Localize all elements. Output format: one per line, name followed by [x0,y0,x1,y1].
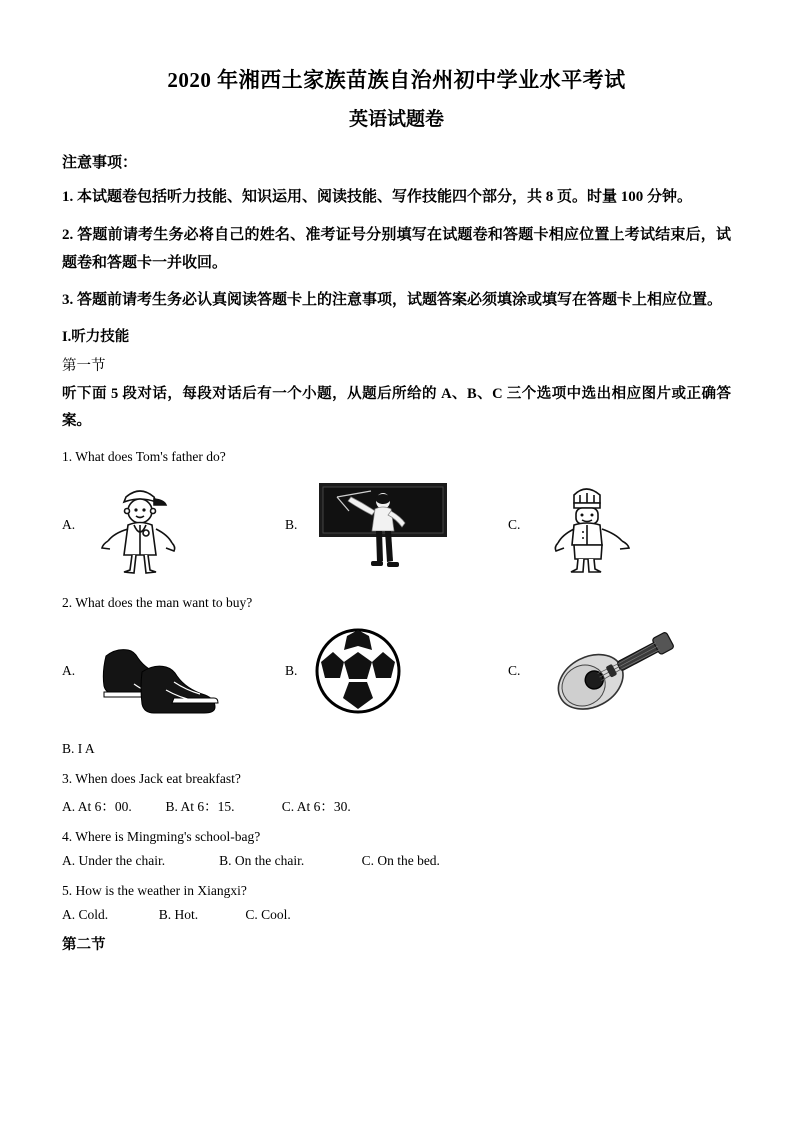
question-1-options [62,469,731,581]
stray-note: B. I A [62,740,95,756]
section-one-instruction: 听下面 5 段对话，每段对话后有一个小题，从题后所给的 A、B、C 三个选项中选出相应图片或正确答案。 [62,386,731,429]
notice-item-3: 3. 答题前请考生务必认真阅读答题卡上的注意事项，试题答案必须填涂或填写在答题卡上相应位置。 [62,292,723,309]
question-4-options[interactable]: A. Under the chair. B. On the chair. C. On the bed. [62,852,440,868]
notice-item-1: 1. 本试题卷包括听力技能、知识运用、阅读技能、写作技能四个部分，共 8 页。时量 100 分钟。 [62,189,693,205]
part-label-listening: I.听力技能 [62,329,130,345]
teacher-blackboard-icon [313,475,453,575]
doctor-figure-icon [90,475,220,575]
section-one-label: 第一节 [62,358,106,374]
option-letter: B. [284,662,298,678]
option-letter: B. [284,516,298,532]
option-letter: A. [62,516,76,532]
question-2-text: 2. What does the man want to buy? [62,594,253,610]
question-5-text: 5. How is the weather in Xiangxi? [62,882,247,898]
guitar-icon [536,621,686,721]
option-c-q2[interactable] [508,621,731,721]
question-3-options[interactable]: A. At 6：00. B. At 6：15. C. At 6：30. [62,798,351,814]
notice-item-2: 2. 答题前请考生务必将自己的姓名、准考证号分别填写在试题卷和答题卡相应位置上考试结束后，试题卷和答题卡一并收回。 [62,226,731,271]
option-letter: A. [62,662,76,678]
question-1-text: 1. What does Tom's father do? [62,448,226,464]
option-b-q2[interactable] [285,621,508,721]
option-a-q2[interactable] [62,621,285,721]
option-letter: C. [507,662,521,678]
question-5-options[interactable]: A. Cold. B. Hot. C. Cool. [62,906,291,922]
option-c-q1[interactable] [508,475,731,575]
section-two-label: 第二节 [62,936,106,953]
chef-figure-icon [536,475,666,575]
option-a-q1[interactable] [62,475,285,575]
option-letter: C. [507,516,521,532]
page-title: 2020 年湘西土家族苗族自治州初中学业水平考试 [167,68,626,92]
soccer-ball-icon [313,621,403,721]
question-4-text: 4. Where is Mingming's school-bag? [62,828,261,844]
page-subtitle: 英语试题卷 [348,109,444,130]
notice-heading: 注意事项： [62,155,138,171]
option-b-q1[interactable] [285,475,508,575]
question-2-options [62,615,731,727]
question-3-text: 3. When does Jack eat breakfast? [62,770,241,786]
sneakers-icon [90,621,240,721]
